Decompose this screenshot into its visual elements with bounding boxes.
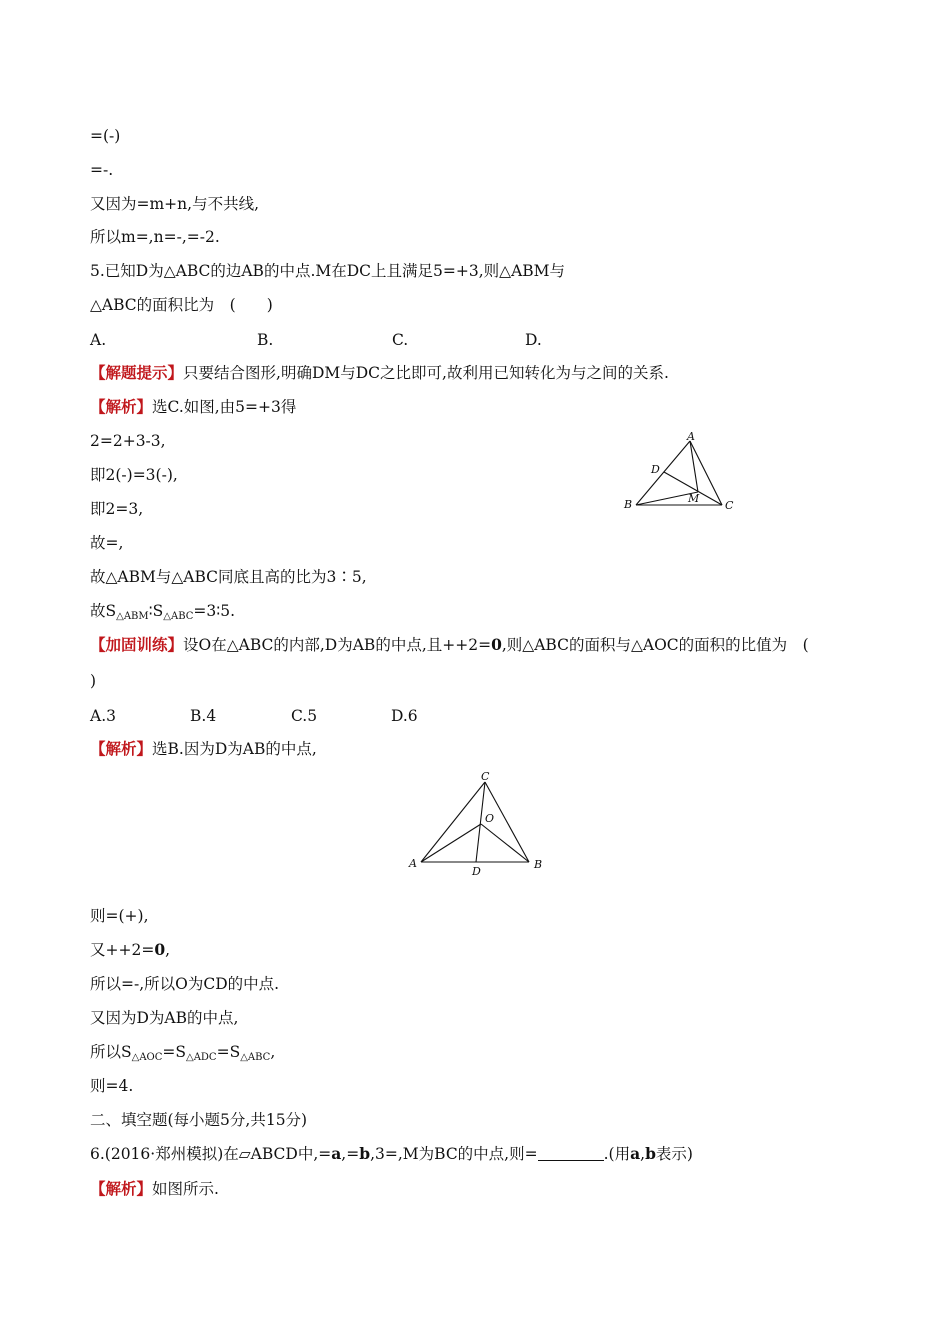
line-1: =(-) (90, 127, 121, 145)
solution-3-tag: 【解析】 (90, 1179, 153, 1198)
vector-a: a (630, 1144, 641, 1163)
hint-line (90, 363, 669, 383)
subscript-aoc: △AOC (131, 1052, 163, 1063)
line-4: 所以m=,n=-,=-2. (90, 228, 220, 246)
option-b: B. (257, 331, 274, 349)
zero-vector: 0 (154, 940, 166, 959)
exercise-option-d: D.6 (391, 707, 418, 725)
question-5-line-2: △ABC的面积比为 ( ) (90, 296, 273, 314)
option-c: C. (392, 331, 409, 349)
exercise-line (90, 635, 809, 655)
question-5-line-1: 5.已知D为△ABC的边AB的中点.M在DC上且满足5=+3,则△ABM与 (90, 262, 566, 280)
label-a: A (687, 430, 695, 443)
solution-3-line (90, 1179, 219, 1199)
figure-triangle-abm (620, 428, 740, 516)
zero-vector: 0 (491, 635, 502, 654)
step-t2 (90, 940, 170, 960)
section-heading: 二、填空题(每小题5分,共15分) (90, 1111, 308, 1129)
step-3: 即2=3, (90, 500, 144, 518)
q6-text-a: 6.(2016·郑州模拟)在▱ABCD中,= (90, 1145, 332, 1163)
label-b: B (534, 858, 543, 871)
solution-2-tag: 【解析】 (90, 739, 153, 758)
hint-tag: 【解题提示】 (90, 363, 184, 382)
solution-3-text: 如图所示. (152, 1180, 219, 1198)
subscript-abc: △ABC (240, 1052, 271, 1063)
hint-text: 只要结合图形,明确DM与DC之比即可,故利用已知转化为与之间的关系. (183, 364, 669, 382)
segment-ob (481, 824, 529, 862)
step-t2-a: 又++2= (90, 941, 155, 959)
label-b: B (624, 498, 633, 511)
step-t1: 则=(+), (90, 907, 149, 925)
option-d: D. (525, 331, 542, 349)
q6-text-c: ,3=,M为BC的中点,则= (370, 1145, 538, 1163)
step-t2-b: , (165, 941, 171, 959)
vector-b: b (645, 1144, 656, 1163)
label-d: D (651, 463, 660, 476)
step-t3: 所以=-,所以O为CD的中点. (90, 975, 280, 993)
comma: , (270, 1043, 276, 1061)
area-s: 所以S (90, 1043, 132, 1061)
label-d: D (472, 865, 481, 878)
q6-text-b: ,= (341, 1145, 360, 1163)
ratio-result: =3∶5. (193, 602, 236, 620)
line-3: 又因为=m+n,与不共线, (90, 195, 260, 213)
exercise-text-a: 设O在△ABC的内部,D为AB的中点,且++2= (183, 636, 492, 654)
exercise-option-a: A.3 (90, 707, 116, 725)
subscript-abm: △ABM (116, 611, 149, 622)
option-a: A. (90, 331, 107, 349)
q6-text-f: 表示) (655, 1145, 693, 1163)
label-m: M (688, 492, 700, 505)
segment-cd (476, 782, 485, 862)
q6-text-e: , (640, 1145, 646, 1163)
step-t5 (90, 1042, 275, 1068)
step-t6: 则=4. (90, 1077, 134, 1095)
exercise-option-b: B.4 (190, 707, 217, 725)
area-s: 故S (90, 602, 117, 620)
step-4: 故=, (90, 534, 124, 552)
answer-blank[interactable] (538, 1146, 604, 1161)
segment-ca (421, 782, 485, 862)
label-c: C (481, 770, 490, 783)
solution-2-text: 选B.因为D为AB的中点, (152, 740, 317, 758)
step-t4: 又因为D为AB的中点, (90, 1009, 239, 1027)
segment-ao (421, 824, 481, 862)
exercise-option-c: C.5 (291, 707, 318, 725)
q6-text-d: .(用 (603, 1145, 631, 1163)
subscript-adc: △ADC (186, 1052, 217, 1063)
solution-text: 选C.如图,由5=+3得 (152, 398, 297, 416)
equals-s: =S (216, 1043, 241, 1061)
exercise-close: ) (90, 672, 97, 690)
ratio-sign: ∶S (148, 602, 164, 620)
line-2: =-. (90, 161, 114, 179)
step-6 (90, 601, 235, 627)
question-6-line (90, 1144, 693, 1164)
solution-1-line (90, 397, 296, 417)
vector-b: b (359, 1144, 371, 1163)
subscript-abc: △ABC (163, 611, 194, 622)
solution-2-line (90, 739, 317, 759)
figure-triangle-aoc (400, 768, 552, 880)
exercise-text-b: ,则△ABC的面积与△AOC的面积的比值为 ( (501, 636, 809, 654)
vector-a: a (331, 1144, 342, 1163)
step-5: 故△ABM与△ABC同底且高的比为3∶5, (90, 568, 367, 586)
step-2: 即2(-)=3(-), (90, 466, 178, 484)
solution-tag: 【解析】 (90, 397, 153, 416)
exercise-tag: 【加固训练】 (90, 635, 184, 654)
label-c: C (725, 499, 734, 512)
equals-s: =S (162, 1043, 186, 1061)
label-a: A (409, 857, 417, 870)
label-o: O (485, 812, 495, 825)
step-1: 2=2+3-3, (90, 432, 166, 450)
